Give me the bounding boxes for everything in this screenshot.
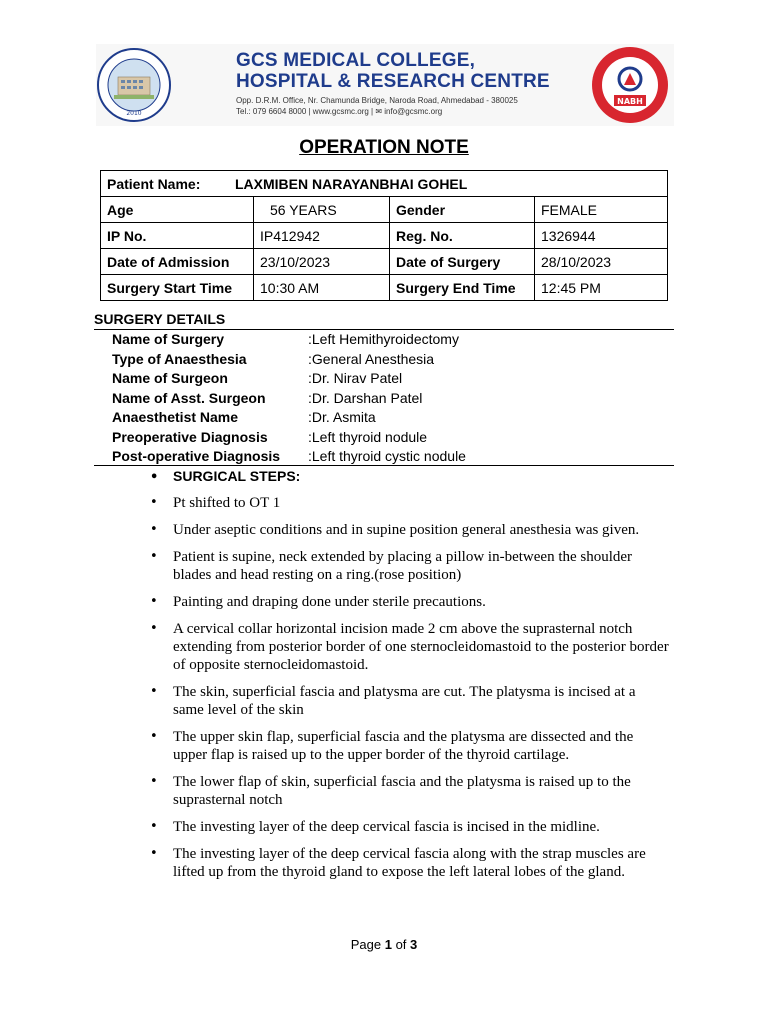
detail-label: Type of Anaesthesia (112, 351, 247, 367)
detail-label: Anaesthetist Name (112, 409, 239, 425)
admission-value: 23/10/2023 (254, 249, 390, 275)
list-item: • The investing layer of the deep cervical fascia is incised in the midline. (150, 818, 670, 836)
page-total: 3 (410, 937, 418, 952)
table-row (101, 249, 668, 275)
bullet-icon: • (150, 470, 159, 485)
list-item: • Painting and draping done under sterile precautions. (150, 593, 670, 611)
patient-name-value: LAXMIBEN NARAYANBHAI GOHEL (235, 175, 468, 192)
nabh-accreditation-icon (590, 45, 670, 125)
detail-value: :Dr. Darshan Patel (308, 390, 423, 406)
detail-label: Name of Surgery (112, 331, 225, 347)
seal-year: 2010 (126, 110, 142, 117)
list-item: • The skin, superficial fascia and platysma are cut. The platysma is incised at a same level of the skin (150, 683, 670, 719)
document-title: OPERATION NOTE (299, 137, 469, 158)
surgical-steps-label: SURGICAL STEPS: (173, 468, 301, 484)
table-row (101, 171, 668, 197)
patient-name-cell (101, 171, 668, 197)
surgery-details-title: SURGERY DETAILS (94, 311, 226, 327)
detail-label: Preoperative Diagnosis (112, 429, 268, 445)
surgical-steps-title (150, 468, 300, 485)
page-current: 1 (384, 937, 392, 952)
ip-value: IP412942 (254, 223, 390, 249)
start-time-value: 10:30 AM (254, 275, 390, 301)
patient-name-label: Patient Name: (107, 175, 201, 192)
age-label: Age (101, 197, 254, 223)
page-number (0, 937, 768, 952)
detail-value: :General Anesthesia (308, 351, 435, 367)
hospital-name (236, 50, 556, 92)
table-row (101, 197, 668, 223)
gender-value: FEMALE (535, 197, 668, 223)
detail-value: :Left thyroid nodule (308, 429, 428, 445)
detail-value: :Left thyroid cystic nodule (308, 448, 466, 464)
list-item: • The upper skin flap, superficial fascia and the platysma are dissected and the upper flap is raised up to the upper border of the thyroid cartilage. (150, 728, 670, 764)
hospital-name-line2: HOSPITAL & RESEARCH CENTRE (236, 71, 550, 92)
surgery-date-value: 28/10/2023 (535, 249, 668, 275)
detail-label: Name of Asst. Surgeon (112, 390, 266, 406)
list-item: • The investing layer of the deep cervical fascia along with the strap muscles are lifted up from the thyroid gland to expose the left lateral lobes of the gland. (150, 845, 670, 881)
detail-label: Post-operative Diagnosis (112, 448, 281, 464)
list-item: • Under aseptic conditions and in supine position general anesthesia was given. (150, 521, 670, 539)
age-value: 56 YEARS (254, 197, 390, 223)
detail-value: :Dr. Asmita (308, 409, 376, 425)
address-line: Opp. D.R.M. Office, Nr. Chamunda Bridge, Naroda Road, Ahmedabad - 380025 (236, 96, 518, 105)
detail-value: :Dr. Nirav Patel (308, 370, 403, 386)
page-word: Page (350, 937, 385, 952)
divider (94, 465, 674, 466)
end-time-value: 12:45 PM (535, 275, 668, 301)
list-item: • Patient is supine, neck extended by placing a pillow in-between the shoulder blades and head resting on a ring.(rose position) (150, 548, 670, 584)
table-row (101, 223, 668, 249)
admission-label: Date of Admission (101, 249, 254, 275)
reg-label: Reg. No. (390, 223, 535, 249)
surgical-steps-list (150, 494, 670, 890)
end-time-label: Surgery End Time (390, 275, 535, 301)
ip-label: IP No. (101, 223, 254, 249)
table-row (101, 275, 668, 301)
of-word: of (391, 937, 411, 952)
contact-line: Tel.: 079 6604 8000 | www.gcsmc.org | ✉ info@gcsmc.org (236, 107, 443, 116)
gender-label: Gender (390, 197, 535, 223)
hospital-name-line1: GCS MEDICAL COLLEGE, (236, 50, 476, 71)
list-item: • Pt shifted to OT 1 (150, 494, 670, 512)
reg-value: 1326944 (535, 223, 668, 249)
detail-label: Name of Surgeon (112, 370, 228, 386)
surgery-date-label: Date of Surgery (390, 249, 535, 275)
patient-info-table (100, 170, 668, 301)
hospital-address (236, 95, 556, 117)
list-item: • A cervical collar horizontal incision made 2 cm above the suprasternal notch extending from posterior border of one sternocleidomastoid to the posterior border of opposite sternocleidomastoid. (150, 620, 670, 674)
college-seal-icon (96, 47, 172, 123)
detail-value: :Left Hemithyroidectomy (308, 331, 459, 347)
list-item: • The lower flap of skin, superficial fascia and the platysma is raised up to the suprasternal notch (150, 773, 670, 809)
nabh-label: NABH (617, 97, 643, 106)
start-time-label: Surgery Start Time (101, 275, 254, 301)
